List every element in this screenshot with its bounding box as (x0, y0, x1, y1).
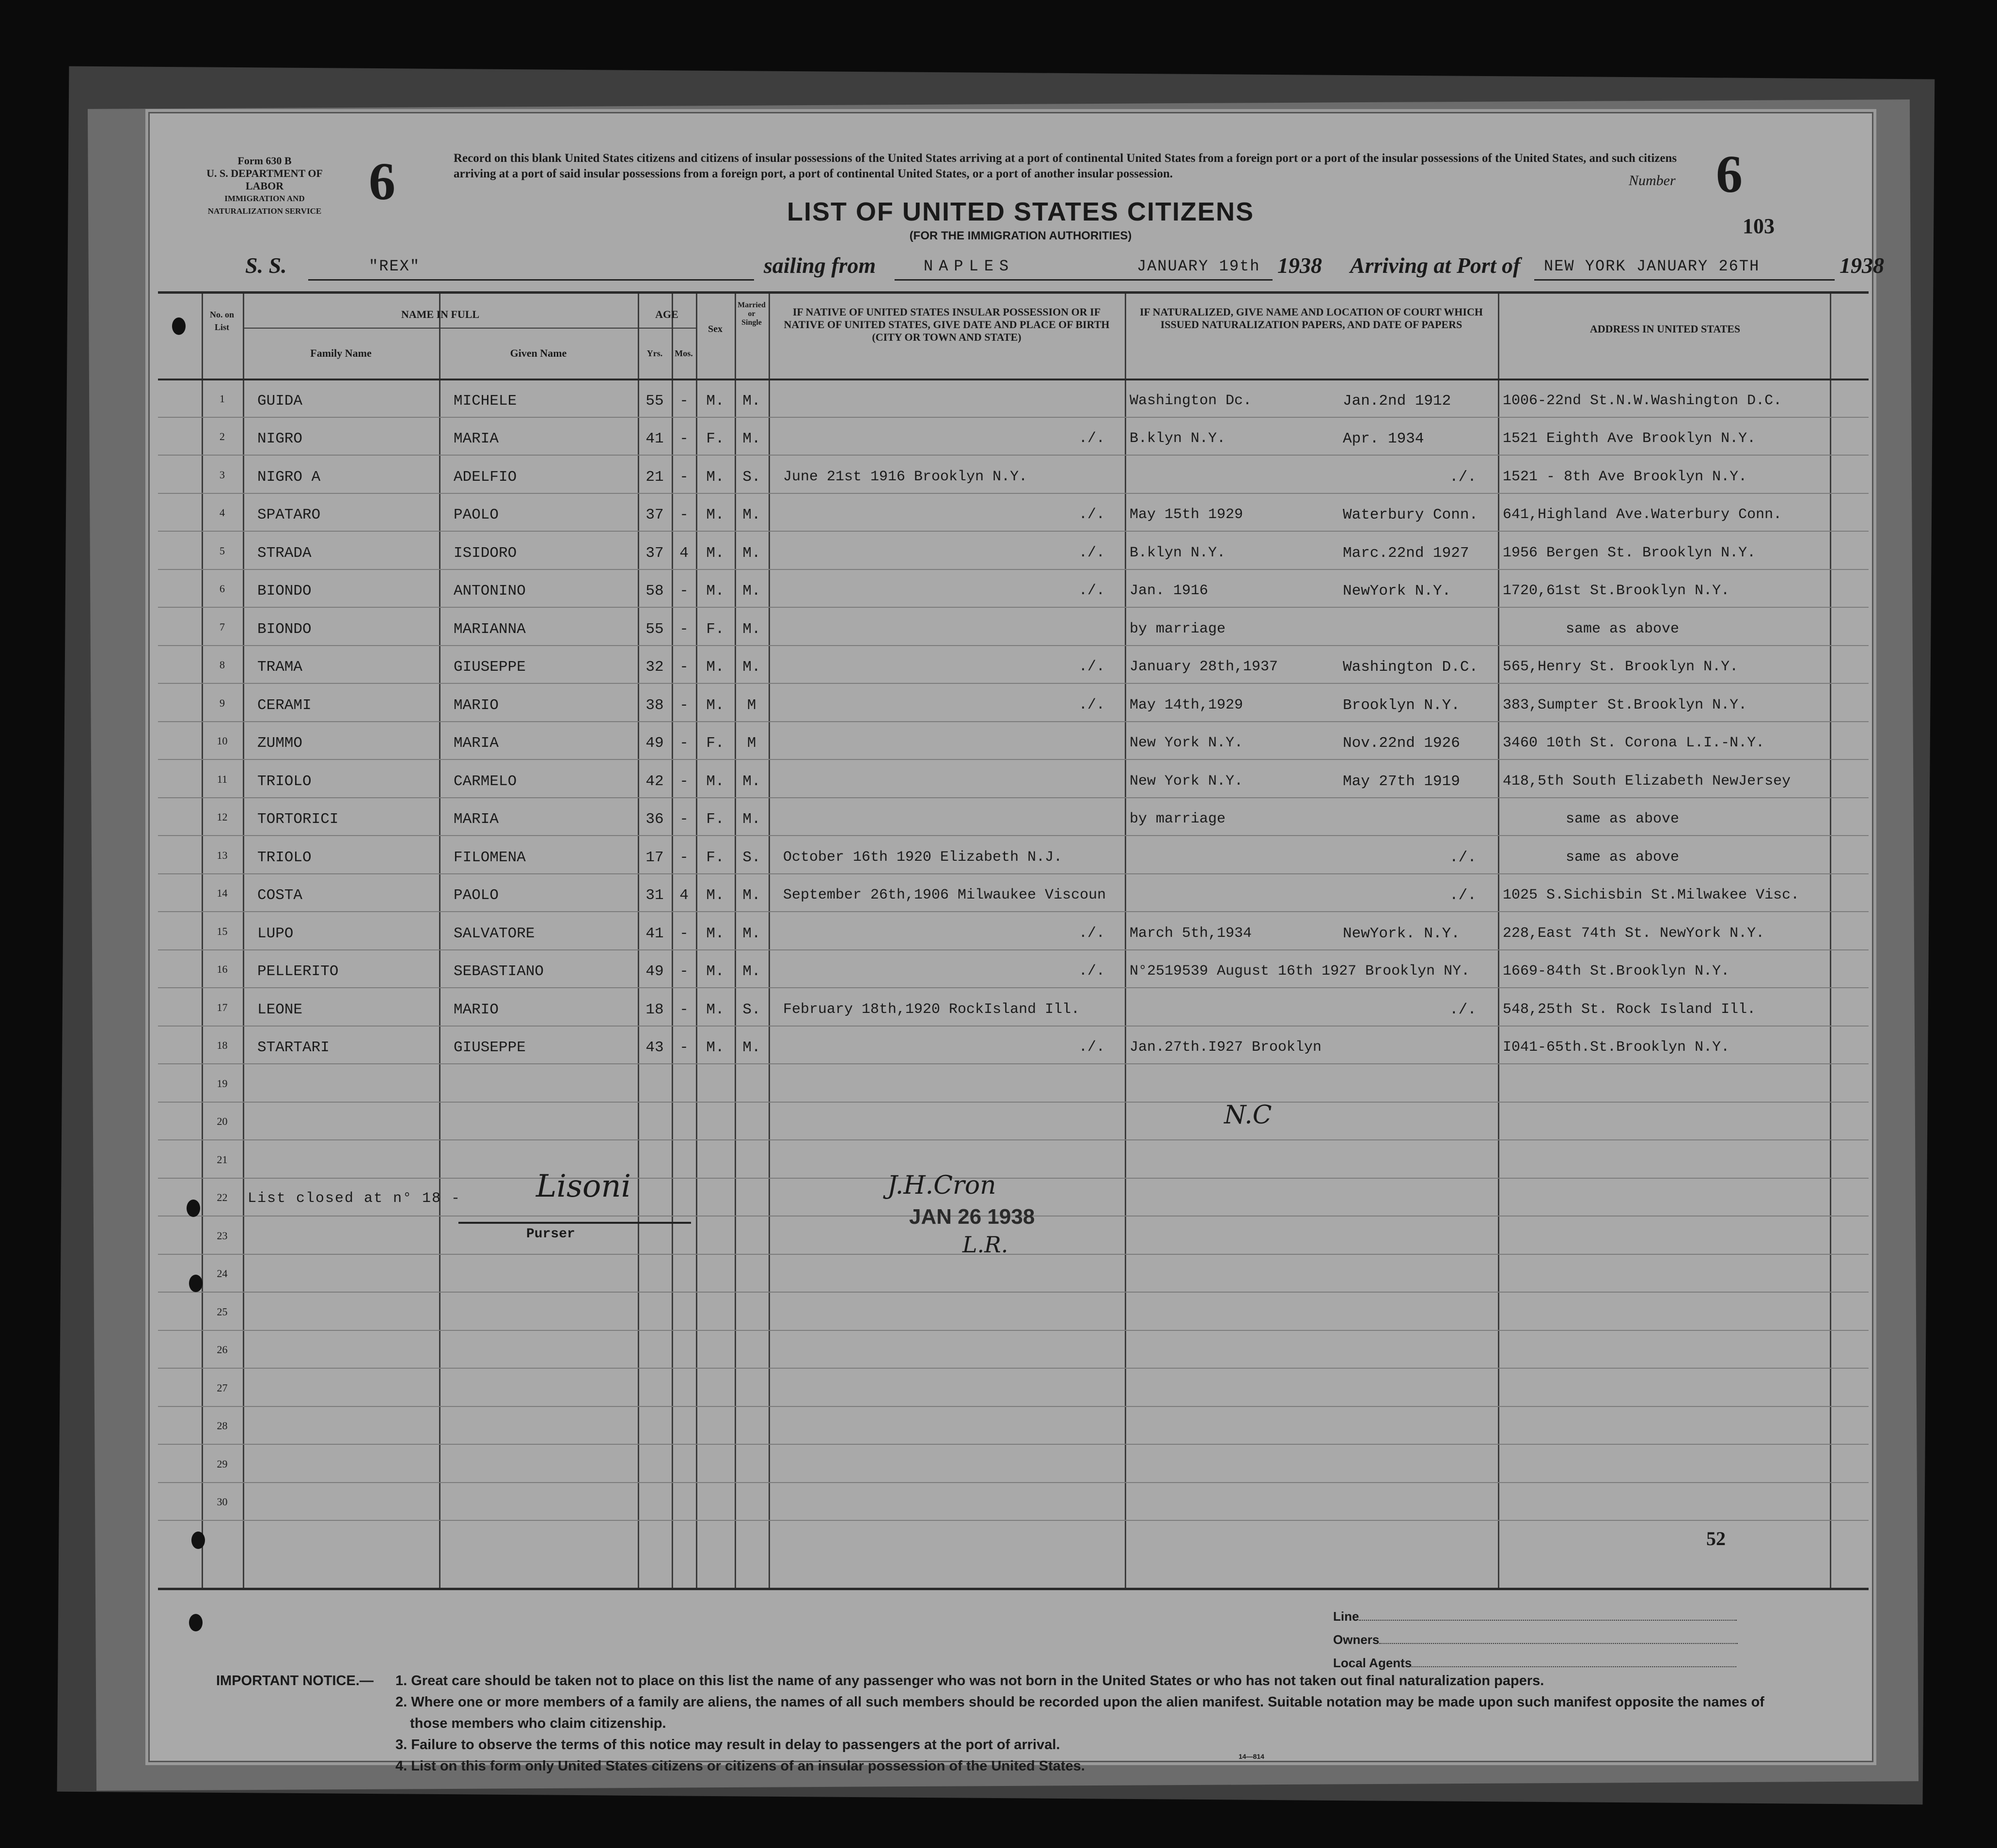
age-months-cell: 4 (679, 544, 689, 562)
address-cell: same as above (1566, 849, 1680, 866)
birthplace-cell: ./. (1079, 659, 1105, 675)
marital-status-cell: M. (742, 925, 761, 942)
given-name-cell: MARIA (454, 430, 499, 447)
row-rule (158, 1330, 1869, 1331)
given-name-cell: SEBASTIANO (454, 963, 544, 980)
birthplace-cell: June 21st 1916 Brooklyn N.Y. (783, 468, 1028, 485)
marital-status-cell: M (747, 735, 756, 752)
age-years-cell: 32 (645, 659, 664, 676)
marital-status-cell: M. (742, 620, 761, 638)
given-name-cell: ADELFIO (454, 468, 517, 486)
row-number: 28 (217, 1420, 228, 1432)
arriving-label: Arriving at Port of (1350, 253, 1521, 278)
age-years-cell: 21 (645, 468, 664, 486)
address-cell: 1956 Bergen St. Brooklyn N.Y. (1503, 544, 1756, 561)
age-years-cell: 43 (645, 1039, 664, 1056)
row-rule (158, 1139, 1869, 1140)
ss-label: S. S. (245, 253, 287, 278)
header-family-name: Family Name (310, 347, 372, 359)
naturalization-court-cell: by marriage (1130, 811, 1226, 827)
birthplace-cell: October 16th 1920 Elizabeth N.J. (783, 849, 1063, 866)
family-name-cell: TRIOLO (257, 849, 312, 866)
family-name-cell: CERAMI (257, 696, 312, 714)
address-cell: 548,25th St. Rock Island Ill. (1503, 1001, 1756, 1018)
age-months-cell: - (679, 392, 689, 410)
sex-cell: M. (706, 1001, 724, 1018)
row-rule (158, 1063, 1869, 1064)
naturalization-date-cell: NewYork. N.Y. (1343, 925, 1460, 942)
age-months-cell: - (679, 1001, 689, 1018)
row-number: 27 (217, 1381, 228, 1394)
birthplace-cell: ./. (1079, 430, 1105, 447)
row-number: 16 (217, 963, 228, 975)
sex-cell: M. (706, 506, 724, 523)
notice-list (395, 1670, 1777, 1777)
given-name-cell: MARIO (454, 696, 499, 714)
notice-heading: IMPORTANT NOTICE.— (216, 1673, 374, 1689)
row-rule (158, 569, 1869, 570)
row-number: 13 (217, 849, 228, 861)
naturalization-court-cell: N°2519539 August 16th 1927 Brooklyn NY. (1130, 963, 1470, 979)
row-rule (158, 873, 1869, 874)
birthplace-cell: ./. (1079, 963, 1105, 979)
naturalization-date-cell: Jan.2nd 1912 (1343, 392, 1451, 410)
page-number: 52 (1706, 1528, 1726, 1549)
age-years-cell: 49 (645, 735, 664, 752)
age-years-cell: 49 (645, 963, 664, 980)
row-rule (158, 683, 1869, 684)
row-rule (158, 455, 1869, 456)
given-name-cell: GIUSEPPE (454, 1039, 526, 1056)
row-rule (158, 759, 1869, 760)
ship-name: "REX" (369, 257, 421, 275)
naturalization-date-cell: Washington D.C. (1343, 659, 1478, 676)
address-cell: 418,5th South Elizabeth NewJersey (1503, 773, 1791, 790)
from-port: NAPLES (924, 257, 1015, 275)
naturalization-court-cell: B.klyn N.Y. (1130, 430, 1226, 447)
form-id-block (192, 155, 337, 218)
port-underline (895, 279, 1132, 281)
sex-cell: F. (706, 811, 724, 828)
given-name-cell: MARIA (454, 811, 499, 828)
family-name-cell: ZUMMO (257, 735, 303, 752)
marital-status-cell: S. (742, 1001, 761, 1018)
marital-status-cell: M. (742, 544, 761, 562)
arrival-port-date: NEW YORK JANUARY 26TH (1544, 257, 1760, 275)
manifest-page (145, 109, 1884, 1774)
header-naturalized: IF NATURALIZED, GIVE NAME AND LOCATION OF COURT WHICH ISSUED NATURALIZATION PAPERS, AND DATE OF PAPERS (1140, 306, 1483, 331)
marital-status-cell: S. (742, 849, 761, 866)
form-number: Form 630 B (237, 155, 292, 167)
row-rule (158, 1292, 1869, 1293)
address-cell: same as above (1566, 811, 1680, 827)
row-number: 3 (220, 468, 225, 481)
marital-status-cell: M. (742, 773, 761, 790)
age-months-cell: - (679, 583, 689, 600)
sex-cell: M. (706, 925, 724, 942)
age-months-cell: - (679, 849, 689, 866)
row-rule (158, 987, 1869, 988)
row-number: 7 (220, 620, 225, 633)
binder-hole (189, 1614, 203, 1631)
header-married-single: Married or Single (738, 301, 766, 327)
address-cell: 565,Henry St. Brooklyn N.Y. (1503, 659, 1739, 675)
row-rule (158, 417, 1869, 418)
footer-fields (1333, 1605, 1738, 1674)
sex-cell: M. (706, 583, 724, 600)
naturalization-court-cell: May 14th,1929 (1130, 696, 1243, 713)
line-field (1333, 1605, 1738, 1628)
naturalization-date-cell: May 27th 1919 (1343, 773, 1460, 790)
family-name-cell: TRAMA (257, 659, 303, 676)
header-no-on-list: No. on List (209, 310, 234, 332)
sail-year: 1938 (1277, 253, 1322, 278)
age-years-cell: 17 (645, 849, 664, 866)
sex-cell: M. (706, 963, 724, 980)
row-rule (158, 835, 1869, 836)
notice-item: 3. Failure to observe the terms of this notice may result in delay to passengers at the port of arrival. (395, 1737, 1060, 1753)
marital-status-cell: M. (742, 430, 761, 447)
row-number: 30 (217, 1496, 228, 1508)
sex-cell: M. (706, 468, 724, 486)
family-name-cell: PELLERITO (257, 963, 339, 980)
naturalization-court-cell: January 28th,1937 (1130, 659, 1278, 675)
age-months-cell: - (679, 468, 689, 486)
family-name-cell: SPATARO (257, 506, 321, 523)
given-name-cell: GIUSEPPE (454, 659, 526, 676)
age-years-cell: 55 (645, 620, 664, 638)
leone-note: N.C (1224, 1101, 1272, 1130)
naturalization-date-cell: ./. (1449, 468, 1477, 486)
row-rule (158, 1406, 1869, 1407)
naturalization-court-cell: B.klyn N.Y. (1130, 544, 1226, 561)
naturalization-date-cell: Marc.22nd 1927 (1343, 544, 1469, 562)
naturalization-court-cell: New York N.Y. (1130, 773, 1243, 790)
naturalization-court-cell: May 15th 1929 (1130, 506, 1243, 523)
local-agents-label: Local Agents (1333, 1656, 1412, 1670)
address-cell: 1006-22nd St.N.W.Washington D.C. (1503, 392, 1782, 409)
marital-status-cell: M. (742, 1039, 761, 1056)
marital-status-cell: M. (742, 811, 761, 828)
address-cell: 383,Sumpter St.Brooklyn N.Y. (1503, 696, 1747, 713)
age-months-cell: - (679, 430, 689, 447)
binder-hole (189, 1275, 203, 1292)
row-rule (158, 721, 1869, 722)
family-name-cell: BIONDO (257, 620, 312, 638)
row-rule (158, 531, 1869, 532)
given-name-cell: MARIO (454, 1001, 499, 1018)
row-rule (158, 797, 1869, 798)
number-label: Number (1629, 173, 1676, 189)
row-number: 25 (217, 1305, 228, 1318)
header-age: AGE (655, 308, 678, 320)
family-name-cell: NIGRO A (257, 468, 321, 486)
given-name-cell: ANTONINO (454, 583, 526, 600)
address-cell: I041-65th.St.Brooklyn N.Y. (1503, 1039, 1730, 1056)
age-years-cell: 41 (645, 925, 664, 942)
notice-item: 4. List on this form only United States citizens or citizens of an insular possession of the United States. (395, 1758, 1085, 1774)
age-years-cell: 37 (645, 544, 664, 562)
naturalization-date-cell: Waterbury Conn. (1343, 506, 1478, 523)
given-name-cell: MARIA (454, 735, 499, 752)
sex-cell: M. (706, 773, 724, 790)
page-subtitle: (FOR THE IMMIGRATION AUTHORITIES) (909, 229, 1132, 242)
age-years-cell: 42 (645, 773, 664, 790)
naturalization-court-cell: by marriage (1130, 620, 1226, 637)
marital-status-cell: M. (742, 506, 761, 523)
row-number: 29 (217, 1457, 228, 1470)
given-name-cell: SALVATORE (454, 925, 535, 942)
row-rule (158, 645, 1869, 646)
row-number: 19 (217, 1077, 228, 1090)
naturalization-court-cell: Jan.27th.I927 Brooklyn (1130, 1039, 1322, 1056)
family-name-cell: BIONDO (257, 583, 312, 600)
row-rule (158, 1254, 1869, 1255)
family-name-cell: LUPO (257, 925, 294, 942)
purser-label: Purser (526, 1227, 575, 1242)
row-number: 9 (220, 696, 225, 709)
naturalization-date-cell: ./. (1449, 1001, 1477, 1018)
naturalization-date-cell: ./. (1449, 849, 1477, 866)
row-number: 10 (217, 735, 228, 747)
age-months-cell: - (679, 659, 689, 676)
binder-hole (191, 1532, 205, 1549)
address-cell: 1669-84th St.Brooklyn N.Y. (1503, 963, 1730, 979)
row-number: 15 (217, 925, 228, 937)
header-birth: IF NATIVE OF UNITED STATES INSULAR POSSESSION OR IF NATIVE OF UNITED STATES, GIVE DATE AND PLACE OF BIRTH (CITY OR TOWN AND STATE) (784, 306, 1110, 343)
binder-hole (187, 1200, 200, 1217)
row-rule (158, 1482, 1869, 1483)
sex-cell: F. (706, 430, 724, 447)
age-years-cell: 36 (645, 811, 664, 828)
row-number: 1 (220, 392, 225, 405)
sex-cell: M. (706, 1039, 724, 1056)
naturalization-date-cell: Apr. 1934 (1343, 430, 1424, 447)
marital-status-cell: M. (742, 963, 761, 980)
row-rule (158, 607, 1869, 608)
signature-line (458, 1222, 691, 1224)
address-cell: 1521 Eighth Ave Brooklyn N.Y. (1503, 430, 1756, 447)
row-number: 4 (220, 506, 225, 519)
age-months-cell: - (679, 963, 689, 980)
row-number: 17 (217, 1001, 228, 1013)
header-address: ADDRESS IN UNITED STATES (1589, 323, 1741, 335)
age-years-cell: 55 (645, 392, 664, 410)
naturalization-court-cell: Washington Dc. (1130, 392, 1252, 409)
family-name-cell: COSTA (257, 887, 303, 904)
department: U. S. DEPARTMENT OF LABOR (206, 167, 323, 192)
age-months-cell: - (679, 811, 689, 828)
marital-status-cell: M. (742, 392, 761, 410)
address-cell: 641,Highland Ave.Waterbury Conn. (1503, 506, 1782, 523)
given-name-cell: ISIDORO (454, 544, 517, 562)
header-yrs: Yrs. (646, 348, 663, 358)
form-code: 14—814 (1239, 1753, 1264, 1760)
row-rule (158, 1178, 1869, 1179)
row-rule (158, 1444, 1869, 1445)
naturalization-date-cell: Brooklyn N.Y. (1343, 696, 1460, 714)
given-name-cell: CARMELO (454, 773, 517, 790)
owners-label: Owners (1333, 1632, 1380, 1647)
age-months-cell: - (679, 925, 689, 942)
row-number: 22 (217, 1191, 228, 1203)
row-rule (158, 911, 1869, 912)
birthplace-cell: ./. (1079, 925, 1105, 942)
sex-cell: M. (706, 544, 724, 562)
header-name-in-full: NAME IN FULL (401, 308, 480, 320)
address-cell: 1521 - 8th Ave Brooklyn N.Y. (1503, 468, 1747, 485)
row-number: 12 (217, 811, 228, 823)
marital-status-cell: S. (742, 468, 761, 486)
header-given-name: Given Name (510, 347, 567, 359)
birthplace-cell: ./. (1079, 583, 1105, 599)
address-cell: same as above (1566, 620, 1680, 637)
header-mos: Mos. (675, 348, 693, 358)
row-number: 6 (220, 583, 225, 595)
marital-status-cell: M (747, 696, 756, 714)
age-months-cell: - (679, 1039, 689, 1056)
family-name-cell: TORTORICI (257, 811, 339, 828)
sailing-from-label: sailing from (764, 253, 876, 278)
date-underline (1132, 279, 1273, 281)
family-name-cell: NIGRO (257, 430, 303, 447)
marital-status-cell: M. (742, 887, 761, 904)
sex-cell: M. (706, 887, 724, 904)
given-name-cell: MARIANNA (454, 620, 526, 638)
age-years-cell: 41 (645, 430, 664, 447)
row-number: 14 (217, 887, 228, 899)
sex-cell: F. (706, 620, 724, 638)
sheet-reference: 103 (1743, 214, 1775, 238)
sex-cell: M. (706, 392, 724, 410)
marital-status-cell: M. (742, 583, 761, 600)
given-name-cell: PAOLO (454, 506, 499, 523)
given-name-cell: PAOLO (454, 887, 499, 904)
record-instructions: Record on this blank United States citizens and citizens of insular possessions of the United States arriving at a port of continental United States from a foreign port or a port of the insular possessions of the United States, and such citizens arriving at a port of said insular possessions from a foreign port, a port of continental United States, or a port of another insular possession. (454, 152, 1677, 180)
sex-cell: F. (706, 735, 724, 752)
purser-signature: Lisoni (536, 1169, 631, 1204)
service: IMMIGRATION AND NATURALIZATION SERVICE (207, 194, 322, 216)
sex-cell: M. (706, 696, 724, 714)
address-cell: 3460 10th St. Corona L.I.-N.Y. (1503, 735, 1765, 751)
page-title: LIST OF UNITED STATES CITIZENS (787, 197, 1254, 226)
row-rule (158, 493, 1869, 494)
line-label: Line (1333, 1609, 1359, 1624)
age-months-cell: - (679, 696, 689, 714)
row-number: 20 (217, 1115, 228, 1127)
owners-field (1333, 1628, 1738, 1651)
age-years-cell: 18 (645, 1001, 664, 1018)
age-years-cell: 37 (645, 506, 664, 523)
family-name-cell: GUIDA (257, 392, 303, 410)
naturalization-date-cell: Nov.22nd 1926 (1343, 735, 1460, 752)
birthplace-cell: ./. (1079, 696, 1105, 713)
birthplace-cell: February 18th,1920 RockIsland Ill. (783, 1001, 1080, 1018)
sail-date: JANUARY 19th (1137, 257, 1260, 275)
age-months-cell: - (679, 506, 689, 523)
ship-underline (308, 279, 754, 281)
age-years-cell: 31 (645, 887, 664, 904)
binder-hole (172, 317, 186, 335)
family-name-cell: TRIOLO (257, 773, 312, 790)
address-cell: 1720,61st St.Brooklyn N.Y. (1503, 583, 1730, 599)
row-number: 8 (220, 659, 225, 671)
birthplace-cell: September 26th,1906 Milwaukee Viscoun (783, 887, 1106, 903)
arrival-underline (1534, 279, 1835, 281)
row-number: 24 (217, 1267, 228, 1279)
address-cell: 228,East 74th St. NewYork N.Y. (1503, 925, 1765, 942)
arrival-year: 1938 (1840, 253, 1884, 278)
family-name-cell: STARTARI (257, 1039, 330, 1056)
age-months-cell: - (679, 735, 689, 752)
row-number: 18 (217, 1039, 228, 1051)
age-months-cell: - (679, 620, 689, 638)
given-name-cell: FILOMENA (454, 849, 526, 866)
row-number: 26 (217, 1343, 228, 1356)
given-name-cell: MICHELE (454, 392, 517, 410)
age-years-cell: 58 (645, 583, 664, 600)
naturalization-court-cell: March 5th,1934 (1130, 925, 1252, 942)
naturalization-date-cell: NewYork N.Y. (1343, 583, 1451, 600)
row-rule (158, 1368, 1869, 1369)
row-rule (158, 1026, 1869, 1027)
birthplace-cell: ./. (1079, 544, 1105, 561)
row-rule (158, 949, 1869, 950)
sex-cell: F. (706, 849, 724, 866)
list-number: 6 (1716, 144, 1743, 204)
naturalization-court-cell: New York N.Y. (1130, 735, 1243, 751)
row-number: 11 (217, 773, 228, 785)
sex-cell: M. (706, 659, 724, 676)
left-list-number: 6 (369, 152, 395, 211)
notice-item: 1. Great care should be taken not to place on this list the name of any passenger who was not born in the United States or who has not taken out final naturalization papers. (395, 1673, 1544, 1689)
marital-status-cell: M. (742, 659, 761, 676)
family-name-cell: STRADA (257, 544, 312, 562)
naturalization-court-cell: Jan. 1916 (1130, 583, 1209, 599)
address-cell: 1025 S.Sichisbin St.Milwakee Visc. (1503, 887, 1800, 903)
family-name-cell: LEONE (257, 1001, 303, 1018)
inspector-signature: J.H.Cron (887, 1171, 996, 1200)
row-number: 21 (217, 1153, 228, 1166)
birthplace-cell: ./. (1079, 1039, 1105, 1056)
passenger-table (158, 291, 1869, 1590)
age-months-cell: - (679, 773, 689, 790)
list-closed-text: List closed at n° 18 - (248, 1190, 461, 1207)
notice-item: 2. Where one or more members of a family are aliens, the names of all such members should be recorded upon the alien manifest. Suitable notation may be made upon such manifest opposite the names of those members who claim citizenship. (395, 1694, 1764, 1731)
age-years-cell: 38 (645, 696, 664, 714)
row-rule (158, 1102, 1869, 1103)
naturalization-date-cell: ./. (1449, 887, 1477, 904)
row-rule (158, 1520, 1869, 1521)
row-number: 23 (217, 1229, 228, 1242)
inspector-initials: L.R. (962, 1232, 1008, 1258)
row-number: 5 (220, 544, 225, 557)
birthplace-cell: ./. (1079, 506, 1105, 523)
header-sex: Sex (708, 324, 723, 334)
age-months-cell: 4 (679, 887, 689, 904)
row-number: 2 (220, 430, 225, 442)
arrival-stamp: JAN 26 1938 (909, 1205, 1035, 1229)
